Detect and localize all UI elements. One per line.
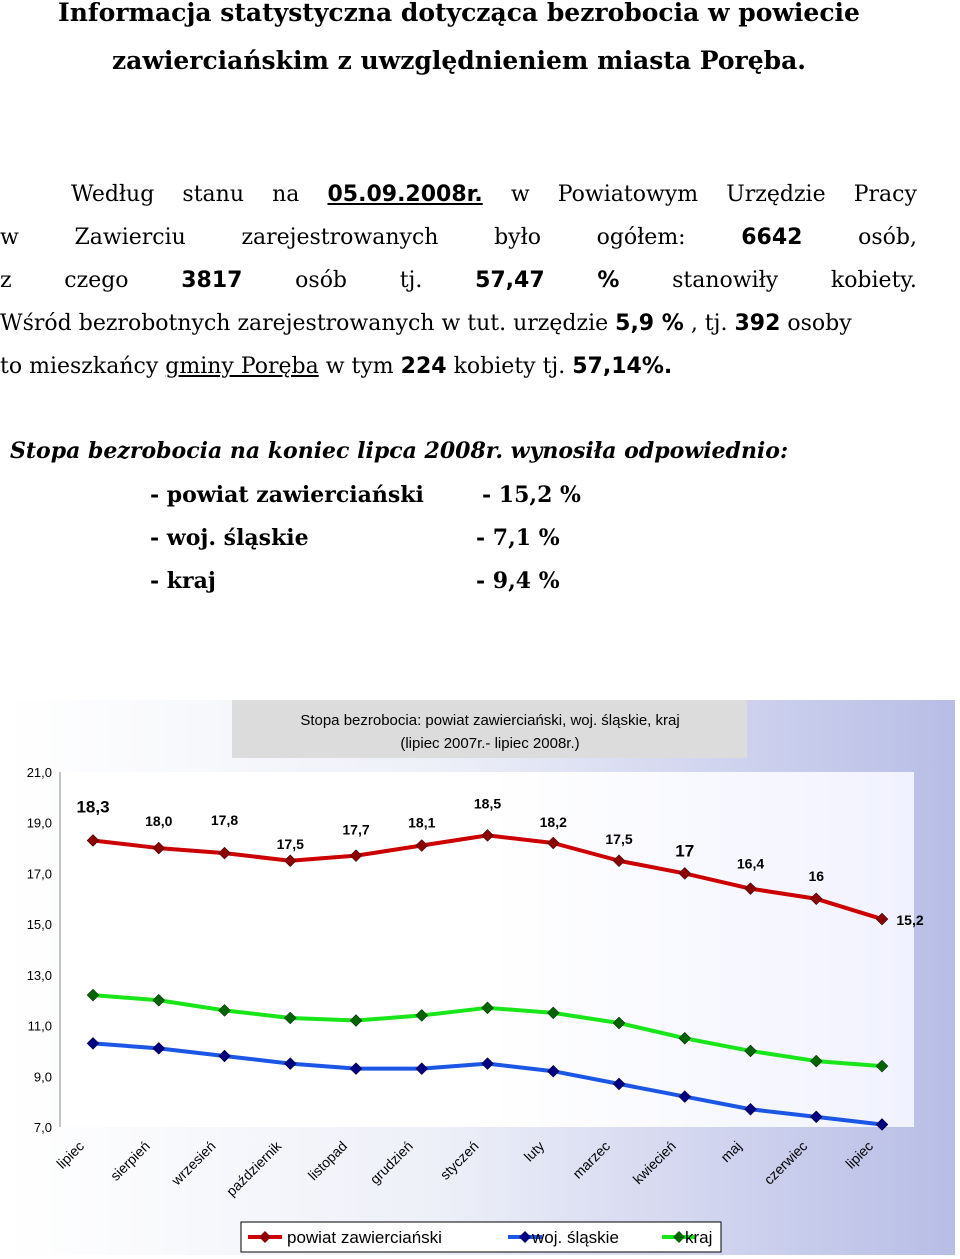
x-tick-label: lipiec [53,1137,88,1172]
word: osób [295,268,348,293]
unemployment-chart [0,690,960,1259]
y-tick-label: 13,0 [26,967,52,983]
para-line-1 [71,180,917,210]
y-tick-label: 21,0 [26,765,52,780]
word: Pracy [853,182,917,207]
word: w [0,225,19,250]
text: to mieszkańcy [0,354,166,379]
text: kobiety tj. [446,354,573,379]
legend-label: woj. śląskie [532,1228,619,1247]
data-label: 18,0 [145,813,173,830]
data-label: 15,2 [896,912,924,929]
report-date: 05.09.2008r. [327,182,483,207]
total-count: 6642 [741,225,803,250]
data-label: 18,3 [76,797,110,817]
word: w [510,182,530,207]
doc-title-line2: zawierciańskim z uwzględnieniem miasta Poręba. [111,46,807,75]
women-count: 3817 [181,268,243,293]
chart-title-line1: Stopa bezrobocia: powiat zawierciański, woj. śląskie, kraj [300,712,680,729]
rates-header: Stopa bezrobocia na koniec lipca 2008r. wynosiła odpowiednio: [10,438,789,464]
data-label: 16 [808,867,825,884]
data-label: 18,1 [408,814,436,831]
y-tick-label: 7,0 [33,1120,52,1135]
x-tick-label: sierpień [106,1137,153,1184]
data-label: 17 [675,841,695,861]
word: % [597,268,620,293]
data-label: 18,5 [473,795,502,812]
rate-label-woj: - woj. śląskie [150,525,309,551]
word: stanowiły [672,268,779,293]
para-line-3 [0,266,917,296]
y-tick-label: 17,0 [26,866,52,882]
y-tick-label: 15,0 [26,917,52,933]
x-tick-label: wrzesień [168,1137,219,1189]
word: Urzędzie [726,182,826,207]
word: Według [71,182,155,207]
poreba-women-percent: 57,14%. [572,354,673,379]
x-tick-label: styczeń [436,1137,482,1183]
doc-title-line1: Informacja statystyczna dotycząca bezrobocia w powiecie [58,0,860,27]
y-tick-label: 19,0 [26,815,52,831]
data-label: 17,5 [276,835,304,852]
word: Powiatowym [557,182,699,207]
text: osoby [780,311,852,336]
x-tick-label: czerwiec [760,1137,811,1188]
legend-label: kraj [685,1228,713,1247]
x-tick-label: grudzień [366,1137,416,1188]
chart-title-line2: (lipiec 2007r.- lipiec 2008r.) [400,735,580,752]
word: było [494,225,541,250]
x-tick-label: lipiec [842,1137,877,1172]
text: Wśród bezrobotnych zarejestrowanych w tut. urzędzie [0,311,616,336]
word: Zawierciu [74,225,186,250]
data-label: 17,7 [342,821,370,838]
women-percent: 57,47 [475,268,545,293]
x-tick-label: marzec [569,1137,614,1182]
plot-area [60,772,914,1127]
word: zarejestrowanych [241,225,439,250]
word: ogółem: [596,225,686,250]
x-tick-label: listopad [304,1137,351,1184]
word: na [272,182,300,207]
data-label: 17,5 [605,830,633,847]
rate-label-powiat: - powiat zawierciański [150,482,424,508]
para-line-5 [0,352,917,382]
x-tick-label: październik [222,1137,285,1200]
poreba-count: 392 [734,311,781,336]
para-line-4 [0,309,917,339]
gmina-link: gminy Poręba [165,354,319,379]
para-line-2 [0,223,917,253]
rate-value-powiat: - 15,2 % [482,482,581,508]
poreba-women-count: 224 [400,354,447,379]
word: z [0,268,12,293]
data-label: 16,4 [736,855,765,872]
rate-label-kraj: - kraj [150,568,216,594]
word: czego [64,268,129,293]
x-tick-label: maj [717,1137,745,1166]
text: w tym [318,354,401,379]
rate-value-woj: - 7,1 % [476,525,560,551]
poreba-share: 5,9 % [615,311,684,336]
word: tj. [399,268,423,293]
word: osób, [858,225,917,250]
text: , tj. [683,311,735,336]
y-tick-label: 9,0 [33,1069,52,1085]
y-tick-label: 11,0 [27,1018,52,1034]
word: stanu [182,182,244,207]
data-label: 17,8 [210,812,239,829]
data-label: 18,2 [539,814,567,830]
word: kobiety. [830,268,917,293]
rate-value-kraj: - 9,4 % [476,568,560,594]
legend-label: powiat zawierciański [287,1228,442,1247]
x-tick-label: luty [520,1137,548,1165]
x-tick-label: kwiecień [629,1137,679,1188]
